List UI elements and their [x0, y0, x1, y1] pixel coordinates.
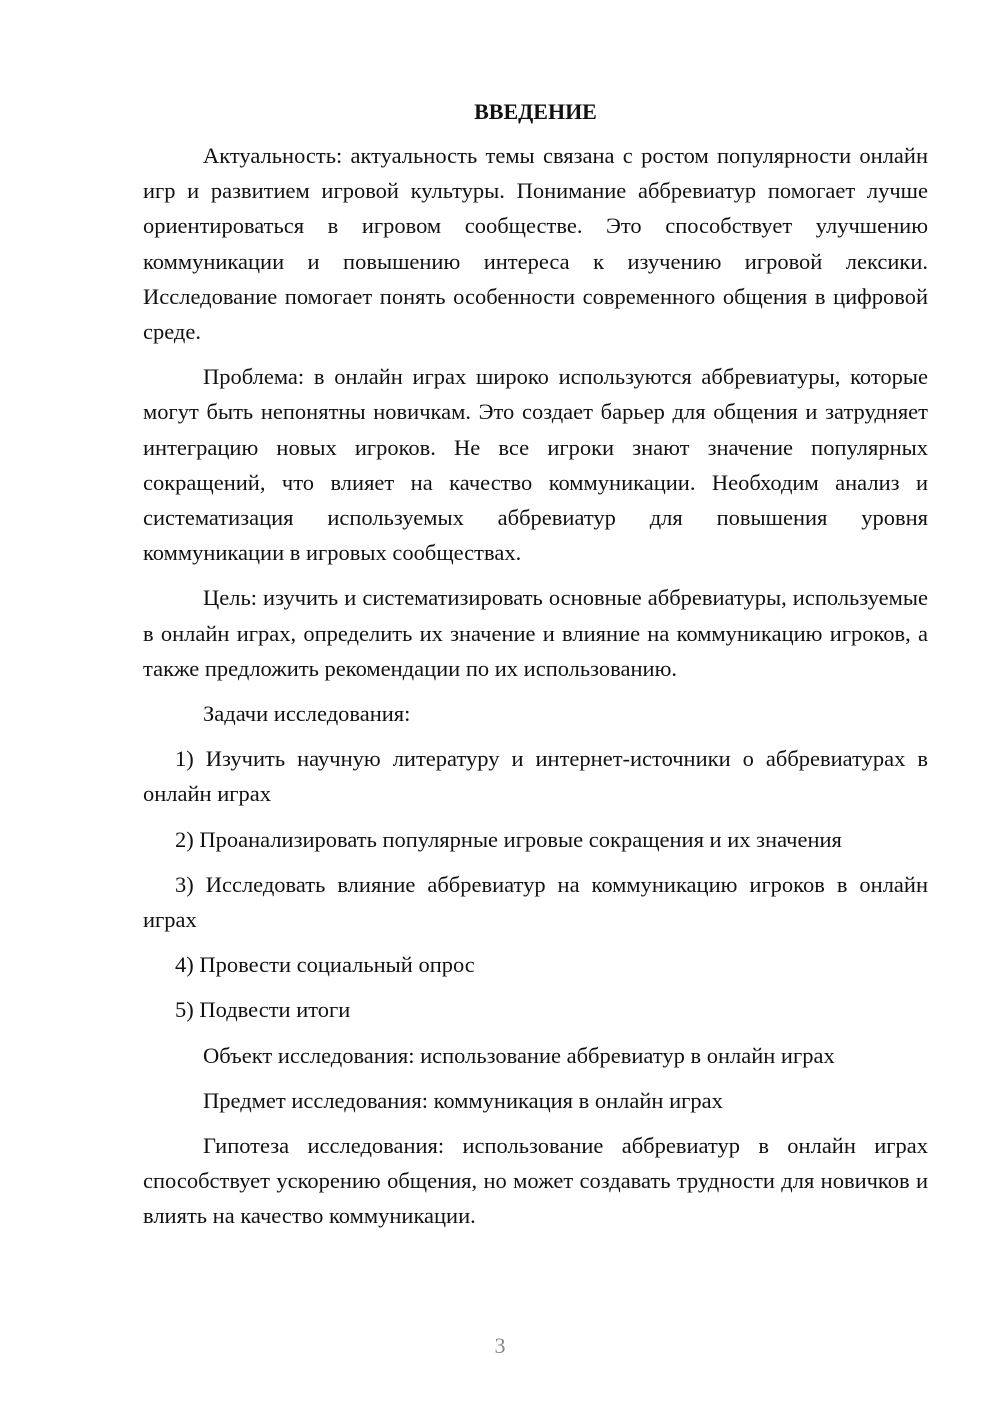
task-item-2: 2) Проанализировать популярные игровые сокращения и их значения: [175, 826, 842, 852]
goal-paragraph: Цель: изучить и систематизировать основные аббревиатуры, используемые в онлайн играх, определить их значение и влияние на коммуникацию игроков, а также предложить рекомендации по их использованию.: [143, 585, 928, 681]
relevance-paragraph: Актуальность: актуальность темы связана с ростом популярности онлайн игр и развитием игровой культуры. Понимание аббревиатур помогает лучше ориентироваться в игровом сообществе. Это способствует улучшению коммуникации и повышению интереса к изучению игровой лексики. Исследование помогает понять особенности современного общения в цифровой среде.: [143, 143, 928, 345]
research-subject: Предмет исследования: коммуникация в онлайн играх: [203, 1087, 723, 1113]
task-item-1: 1) Изучить научную литературу и интернет-источники о аббревиатурах в онлайн играх: [143, 746, 928, 807]
page-number: 3: [494, 1333, 506, 1358]
research-hypothesis: Гипотеза исследования: использование аббревиатур в онлайн играх способствует ускорению общения, но может создавать трудности для новичков и влиять на качество коммуникации.: [143, 1133, 928, 1229]
task-item-5: 5) Подвести итоги: [175, 997, 351, 1023]
problem-paragraph: Проблема: в онлайн играх широко используются аббревиатуры, которые могут быть непонятны новичкам. Это создает барьер для общения и затрудняет интеграцию новых игроков. Не все игроки знают значение популярных сокращений, что влияет на качество коммуникации. Необходим анализ и систематизация используемых аббревиатур для повышения уровня коммуникации в игровых сообществах.: [143, 364, 928, 566]
section-title: ВВЕДЕНИЕ: [474, 99, 597, 124]
tasks-heading: Задачи исследования:: [203, 701, 411, 727]
task-item-4: 4) Провести социальный опрос: [175, 952, 475, 978]
task-item-3: 3) Исследовать влияние аббревиатур на коммуникацию игроков в онлайн играх: [143, 871, 928, 933]
research-object: Объект исследования: использование аббревиатур в онлайн играх: [203, 1042, 835, 1068]
document-page: [143, 96, 928, 1244]
